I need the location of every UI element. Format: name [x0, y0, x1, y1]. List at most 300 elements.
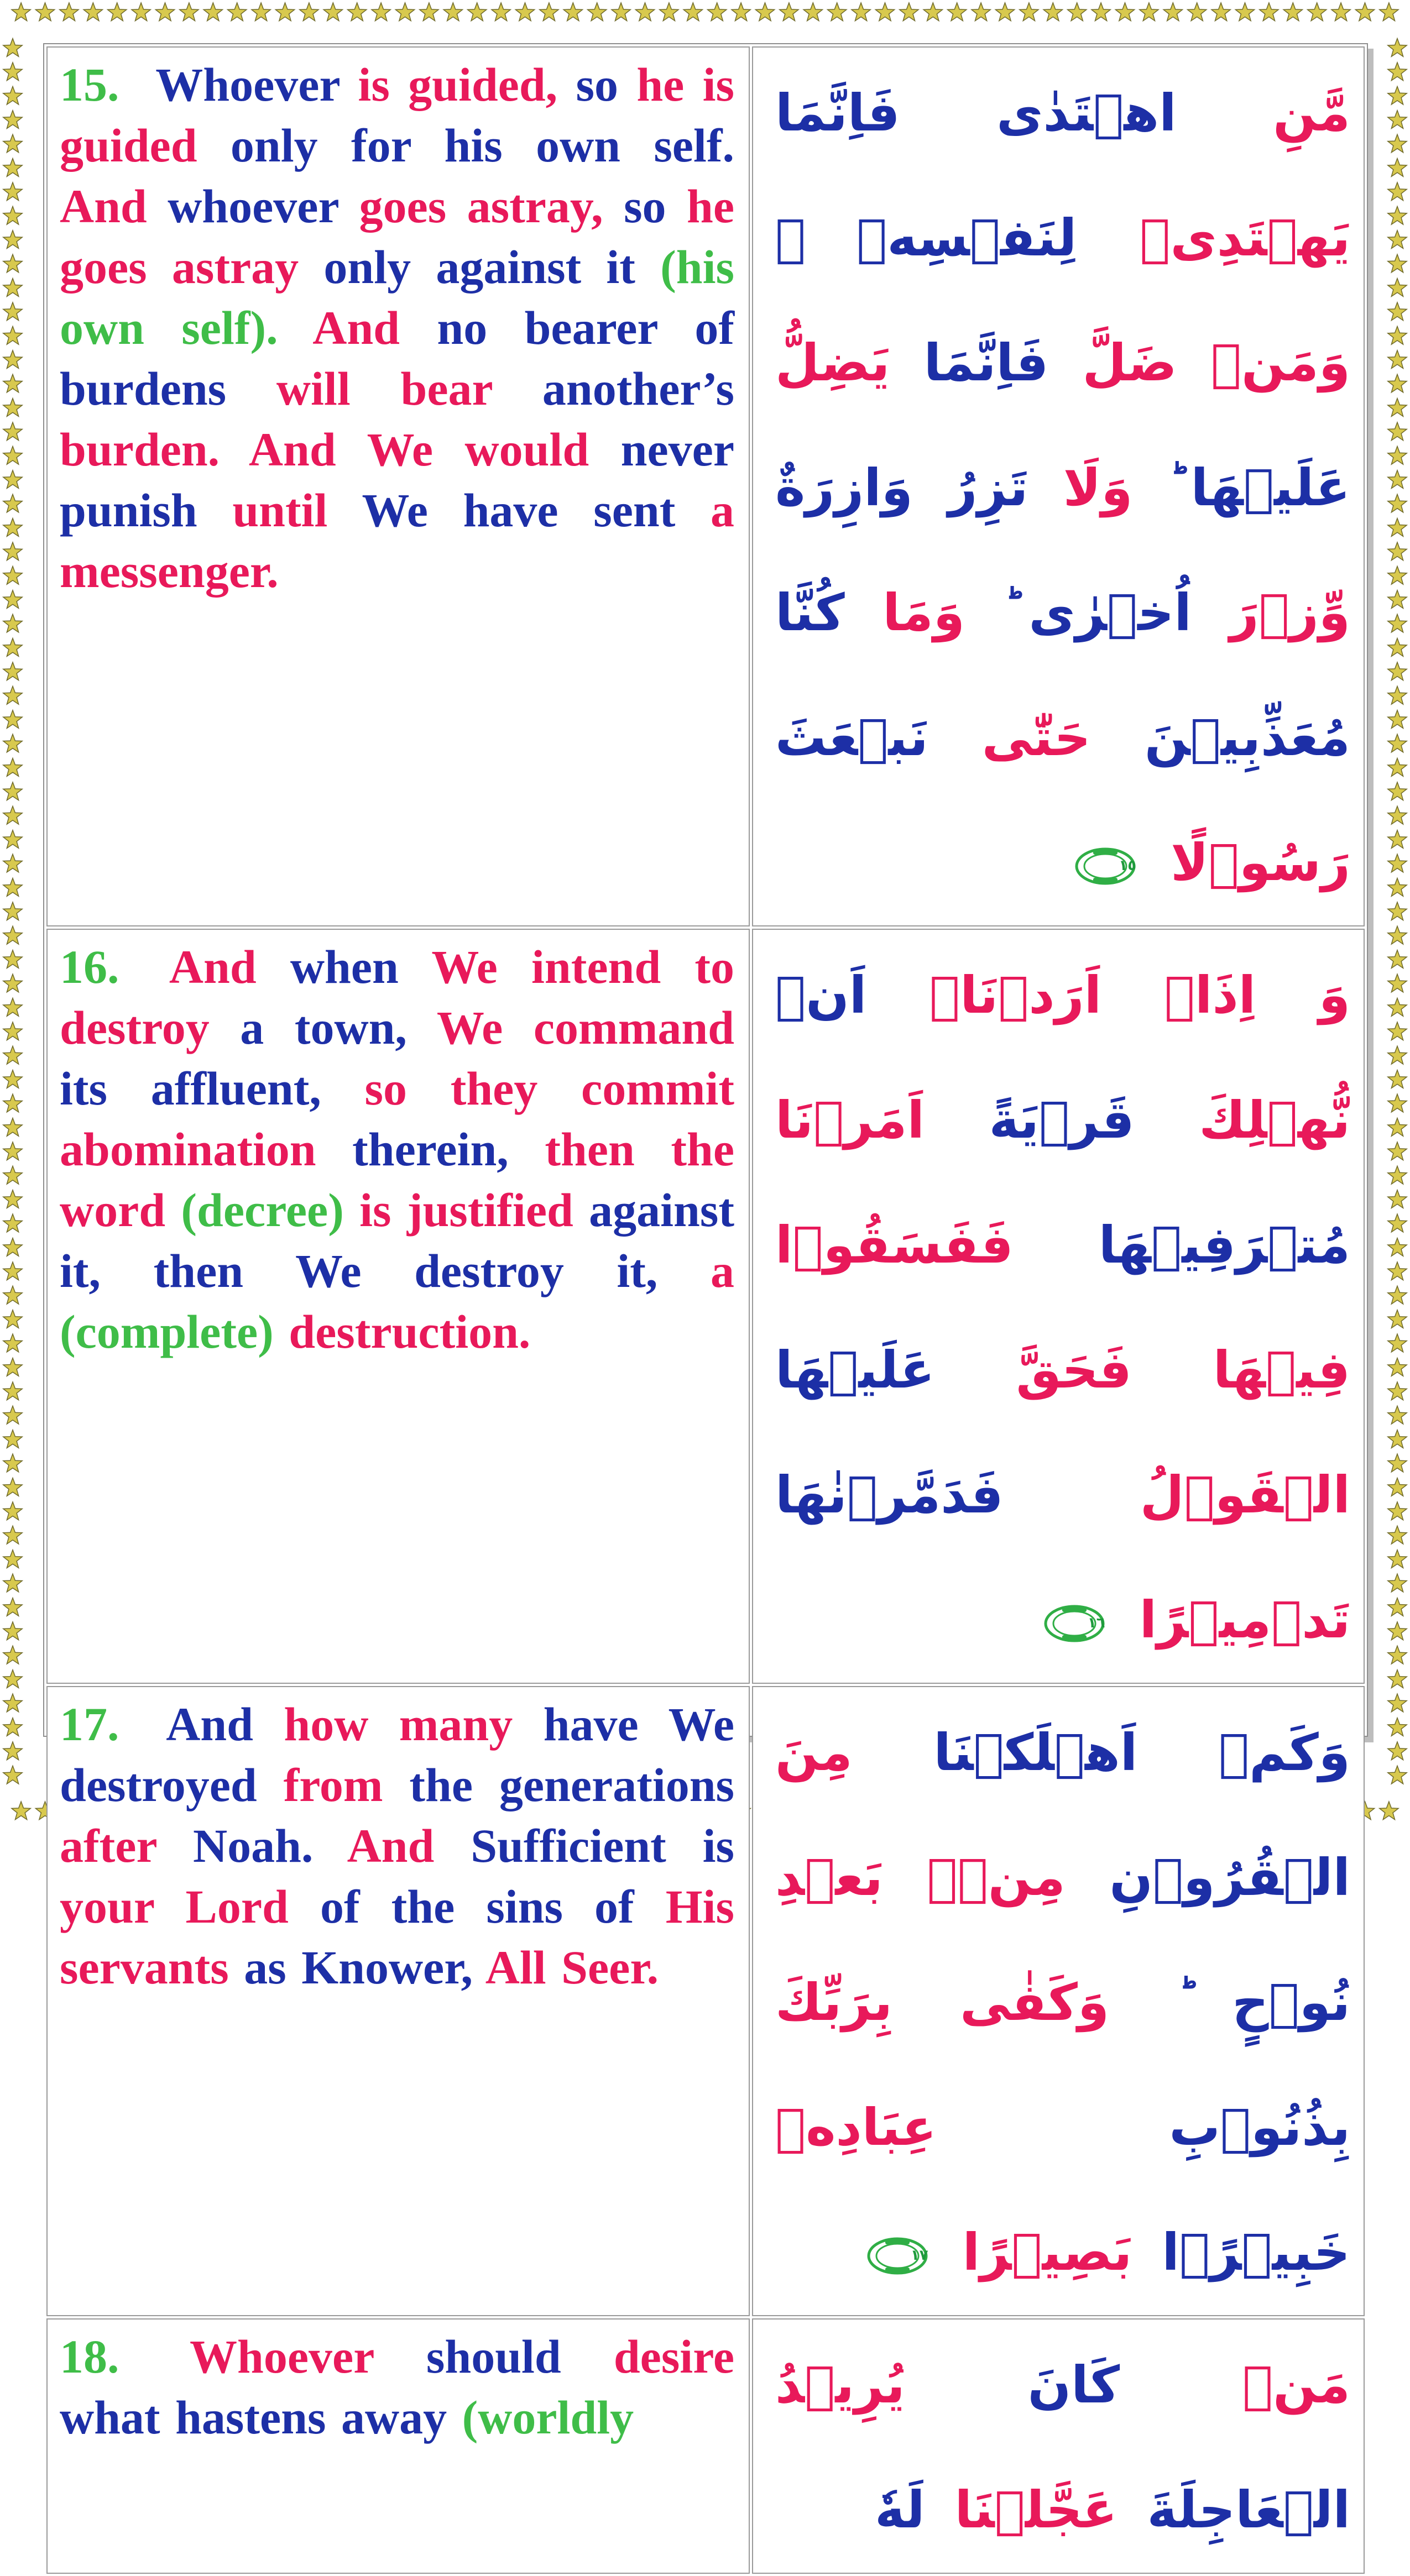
star-icon	[3, 182, 22, 201]
star-icon	[3, 854, 22, 872]
star-icon	[563, 3, 582, 21]
star-icon	[3, 1430, 22, 1448]
star-icon	[3, 926, 22, 944]
arabic-word: اهۡتَدٰى	[996, 83, 1177, 143]
star-icon	[1388, 182, 1407, 201]
arabic-word: اِذَاۤ	[1164, 966, 1256, 1025]
english-translation-cell	[46, 46, 750, 926]
star-icon	[3, 254, 22, 273]
verse-number: 17.	[60, 1698, 119, 1751]
star-icon	[155, 3, 174, 21]
star-icon	[1043, 3, 1062, 21]
arabic-word: عَلَيۡهَا	[775, 1341, 935, 1400]
star-icon	[972, 3, 990, 21]
star-icon	[35, 3, 54, 21]
star-icon	[1388, 159, 1407, 177]
star-icon	[3, 1478, 22, 1496]
star-icon	[1388, 854, 1407, 872]
star-icon	[755, 3, 774, 21]
arabic-word: اَنۡ	[775, 966, 867, 1025]
star-icon	[3, 1454, 22, 1472]
star-icon	[3, 1286, 22, 1304]
translation-phrase: Whoever	[155, 58, 340, 111]
star-icon	[3, 1070, 22, 1088]
star-icon	[1388, 231, 1407, 249]
star-icon	[348, 3, 367, 21]
star-icon	[1388, 399, 1407, 417]
star-icon	[3, 734, 22, 752]
translation-phrase: so	[576, 58, 618, 111]
translation-phrase: And	[347, 1819, 435, 1872]
star-icon	[1388, 1478, 1407, 1496]
star-icon	[923, 3, 942, 21]
english-translation-cell	[46, 2318, 750, 2574]
arabic-verse	[763, 51, 1350, 925]
star-icon	[1388, 1358, 1407, 1376]
star-icon	[83, 3, 102, 21]
star-icon	[3, 1526, 22, 1544]
translation-phrase: And	[166, 1698, 253, 1751]
verse-end-marker	[1074, 847, 1136, 886]
star-icon	[3, 1718, 22, 1736]
star-icon	[1388, 1430, 1407, 1448]
translation-phrase: the	[671, 1123, 735, 1176]
arabic-word: مِنۡۢ	[927, 1848, 1066, 1907]
star-icon	[3, 710, 22, 729]
arabic-word: فَاِنَّمَا	[923, 333, 1049, 392]
star-icon	[1020, 3, 1038, 21]
translation-phrase: the generations	[409, 1758, 735, 1811]
english-translation	[60, 54, 734, 601]
translation-phrase: only for his own self.	[230, 119, 735, 172]
star-icon	[1388, 830, 1407, 849]
translation-phrase: And	[60, 180, 147, 233]
star-icon	[1388, 1262, 1407, 1280]
arabic-word: فَدَمَّرۡنٰهَا	[775, 1465, 1004, 1525]
translation-phrase: Sufficient is	[471, 1819, 734, 1872]
arabic-word: اَرَدۡنَاۤ	[929, 966, 1102, 1025]
star-icon	[3, 1502, 22, 1520]
star-icon	[660, 3, 678, 21]
star-icon	[1380, 1802, 1398, 1820]
star-icon	[1388, 734, 1407, 752]
star-icon	[3, 206, 22, 224]
star-icon	[3, 470, 22, 489]
star-icon	[540, 3, 558, 21]
arabic-word: مِنَ	[775, 1723, 853, 1782]
star-icon	[1388, 926, 1407, 944]
translation-phrase: (decree)	[181, 1184, 344, 1237]
english-translation	[60, 1694, 734, 1998]
star-icon	[60, 3, 79, 21]
star-icon	[12, 3, 30, 21]
arabic-word: وَلَا	[1063, 458, 1133, 517]
arabic-word: وَمَا	[882, 583, 965, 642]
arabic-word: عَجَّلۡنَا	[954, 2480, 1117, 2540]
star-icon	[1388, 950, 1407, 968]
star-icon	[1355, 3, 1374, 21]
star-icon	[300, 3, 318, 21]
translation-phrase: another’s	[542, 362, 734, 415]
translation-phrase: All Seer.	[485, 1941, 659, 1994]
arabic-word: عَلَيۡهَا ؕ	[1168, 458, 1350, 517]
star-icon	[3, 1598, 22, 1616]
star-icon	[1388, 1142, 1407, 1160]
star-icon	[1388, 1574, 1407, 1592]
star-icon	[1388, 134, 1407, 153]
star-icon	[3, 279, 22, 297]
star-icon	[1388, 1022, 1407, 1040]
star-icon	[1388, 326, 1407, 344]
arabic-text-cell	[752, 1686, 1365, 2316]
arabic-word: وَمَنۡ	[1210, 333, 1351, 392]
star-icon	[3, 1190, 22, 1208]
star-icon	[1388, 902, 1407, 920]
arabic-word: الۡقُرُوۡنِ	[1109, 1848, 1350, 1907]
star-icon	[1388, 1550, 1407, 1568]
star-icon	[1388, 614, 1407, 632]
star-icon	[1331, 3, 1350, 21]
star-icon	[468, 3, 487, 21]
arabic-word: وِّزۡرَ	[1229, 583, 1350, 642]
star-icon	[3, 1238, 22, 1256]
translation-phrase: then	[545, 1123, 635, 1176]
translation-phrase: should	[426, 2330, 561, 2383]
translation-phrase: so	[364, 1062, 408, 1115]
arabic-verse	[763, 2323, 1350, 2573]
star-icon	[515, 3, 534, 21]
star-icon	[1388, 638, 1407, 657]
star-icon	[1388, 566, 1407, 584]
star-icon	[1211, 3, 1230, 21]
star-icon	[1388, 686, 1407, 704]
star-icon	[1388, 254, 1407, 273]
arabic-word: بِذُنُوۡبِ	[1169, 2098, 1350, 2157]
star-icon	[1388, 1310, 1407, 1328]
star-icon	[3, 62, 22, 81]
star-icon	[1115, 3, 1134, 21]
star-icon	[1388, 1598, 1407, 1616]
star-icon	[1388, 62, 1407, 81]
star-icon	[3, 1694, 22, 1712]
verse-number: 16.	[60, 940, 119, 993]
star-icon	[3, 134, 22, 153]
arabic-word: اَهۡلَكۡنَا	[933, 1723, 1138, 1782]
star-icon	[228, 3, 247, 21]
star-icon	[1388, 279, 1407, 297]
translation-phrase: We intend to	[431, 940, 734, 993]
star-border-top-svg	[0, 0, 1410, 25]
verse-table-body	[46, 46, 1365, 2574]
star-icon	[3, 1766, 22, 1784]
star-icon	[3, 1262, 22, 1280]
arabic-word: نَبۡعَثَ	[775, 708, 928, 767]
star-icon	[3, 590, 22, 609]
star-icon	[252, 3, 270, 21]
translation-phrase: he is guided	[60, 58, 735, 172]
star-icon	[1388, 710, 1407, 729]
star-icon	[3, 302, 22, 321]
star-icon	[3, 326, 22, 344]
star-icon	[492, 3, 510, 21]
star-icon	[3, 1334, 22, 1352]
star-icon	[1388, 422, 1407, 441]
arabic-word: مُتۡرَفِيۡهَا	[1098, 1216, 1350, 1275]
star-icon	[180, 3, 199, 21]
translation-phrase: burden. And We would	[60, 423, 589, 476]
arabic-word: وَكَفٰى	[960, 1973, 1110, 2032]
star-icon	[1188, 3, 1207, 21]
arabic-word: خَبِيۡرًۢا	[1162, 2223, 1350, 2282]
arabic-word: نُوۡحٍ ؕ	[1177, 1973, 1350, 2032]
star-icon	[803, 3, 822, 21]
star-icon	[1068, 3, 1087, 21]
verse-row	[46, 929, 1365, 1684]
verse-row	[46, 1686, 1365, 2316]
arabic-word: مَنۡ	[1242, 2355, 1350, 2415]
star-icon	[1163, 3, 1182, 21]
arabic-word: وَكَمۡ	[1218, 1723, 1350, 1782]
translation-phrase: destroy	[60, 1001, 210, 1054]
star-icon	[1388, 206, 1407, 224]
verse-end-marker	[1043, 1604, 1105, 1643]
translation-phrase: have We destroyed	[60, 1698, 734, 1811]
star-icon	[395, 3, 414, 21]
star-icon	[1388, 494, 1407, 512]
star-icon	[3, 1742, 22, 1760]
translation-phrase: until	[232, 484, 328, 537]
translation-phrase: goes astray,	[359, 180, 603, 233]
english-translation-cell	[46, 1686, 750, 2316]
star-icon	[3, 542, 22, 561]
star-icon	[1388, 1406, 1407, 1424]
translation-phrase: We command	[436, 1001, 734, 1054]
star-icon	[1388, 374, 1407, 392]
translation-phrase: Whoever	[190, 2330, 374, 2383]
translation-phrase: And	[169, 940, 257, 993]
translation-phrase: destruction.	[289, 1305, 531, 1358]
arabic-word: اَمَرۡنَا	[775, 1091, 925, 1150]
translation-phrase: when	[290, 940, 399, 993]
translation-phrase: so	[624, 180, 666, 233]
star-icon	[3, 1358, 22, 1376]
english-translation-cell	[46, 929, 750, 1684]
star-icon	[443, 3, 462, 21]
star-icon	[3, 974, 22, 992]
arabic-word: رَسُوۡلًا	[1171, 833, 1350, 892]
translation-phrase: word	[60, 1184, 166, 1237]
star-icon	[3, 1550, 22, 1568]
star-icon	[900, 3, 918, 21]
arabic-word: لَهٗ	[875, 2480, 925, 2540]
verse-row	[46, 2318, 1365, 2574]
star-icon	[1388, 878, 1407, 897]
star-icon	[1388, 1118, 1407, 1137]
star-icon	[1388, 519, 1407, 537]
star-icon	[828, 3, 847, 21]
star-icon	[1308, 3, 1327, 21]
star-icon	[3, 446, 22, 464]
arabic-word: فَحَقَّ	[1016, 1341, 1132, 1400]
verse-row	[46, 46, 1365, 926]
verse-end-number: ١٥	[1119, 857, 1137, 874]
verse-end-marker	[866, 2237, 928, 2275]
arabic-word: حَتّٰى	[981, 708, 1091, 767]
arabic-word: ضَلَّ	[1082, 333, 1177, 392]
arabic-word: بَصِيۡرًا	[962, 2223, 1132, 2282]
translation-phrase: he goes astray	[60, 180, 734, 294]
star-icon	[3, 1382, 22, 1400]
arabic-word: يُرِيۡدُ	[775, 2355, 905, 2415]
star-icon	[3, 1622, 22, 1640]
star-icon	[372, 3, 390, 21]
star-border-left	[0, 25, 25, 1799]
star-icon	[3, 159, 22, 177]
star-icon	[3, 374, 22, 392]
arabic-word: فَاِنَّمَا	[775, 83, 900, 143]
translation-phrase: a	[711, 1244, 735, 1297]
translation-phrase: We have sent	[362, 484, 676, 537]
star-icon	[1388, 1622, 1407, 1640]
star-icon	[1140, 3, 1158, 21]
star-icon	[3, 1670, 22, 1688]
star-icon	[1388, 806, 1407, 824]
translation-phrase: as Knower,	[244, 1941, 473, 1994]
arabic-word: كُنَّا	[775, 583, 845, 642]
star-icon	[1388, 39, 1407, 57]
arabic-word: يَضِلُّ	[775, 333, 890, 392]
star-icon	[1388, 974, 1407, 992]
arabic-word: الۡقَوۡلُ	[1140, 1465, 1350, 1525]
translation-phrase: no bearer of burdens	[60, 301, 735, 415]
star-icon	[1388, 1742, 1407, 1760]
star-icon	[875, 3, 894, 21]
star-icon	[1388, 1166, 1407, 1184]
translation-phrase: will bear	[276, 362, 493, 415]
arabic-word: وَ	[1318, 966, 1351, 1025]
arabic-word: مُعَذِّبِيۡنَ	[1144, 708, 1350, 767]
star-icon	[3, 614, 22, 632]
star-icon	[3, 86, 22, 104]
star-icon	[3, 1406, 22, 1424]
star-icon	[3, 1094, 22, 1112]
star-icon	[323, 3, 342, 21]
star-border-left-svg	[0, 25, 25, 1799]
arabic-verse	[763, 933, 1350, 1683]
translation-phrase: of the sins of	[320, 1880, 634, 1933]
star-icon	[1388, 350, 1407, 369]
star-icon	[3, 1574, 22, 1592]
star-icon	[3, 1142, 22, 1160]
star-icon	[1388, 86, 1407, 104]
translation-phrase: its affluent,	[60, 1062, 321, 1115]
translation-phrase: (worldly	[462, 2391, 634, 2444]
star-icon	[1388, 782, 1407, 800]
star-icon	[780, 3, 798, 21]
star-icon	[708, 3, 727, 21]
star-icon	[1388, 1694, 1407, 1712]
star-icon	[3, 1022, 22, 1040]
star-icon	[612, 3, 630, 21]
translation-phrase: And	[312, 301, 400, 354]
star-icon	[1388, 446, 1407, 464]
star-icon	[635, 3, 654, 21]
translation-phrase: His servants	[60, 1880, 735, 1994]
star-icon	[1388, 1190, 1407, 1208]
arabic-word: تَزِرُ	[948, 458, 1028, 517]
star-icon	[3, 1046, 22, 1064]
star-border-right-svg	[1385, 25, 1410, 1799]
arabic-text-cell	[752, 46, 1365, 926]
english-translation	[60, 936, 734, 1362]
star-icon	[3, 878, 22, 897]
arabic-text-cell	[752, 929, 1365, 1684]
arabic-text-cell	[752, 2318, 1365, 2574]
star-icon	[1388, 1094, 1407, 1112]
translation-phrase: is justified	[359, 1184, 573, 1237]
arabic-word: مَّنِ	[1273, 83, 1351, 143]
star-icon	[3, 1166, 22, 1184]
star-icon	[948, 3, 967, 21]
star-icon	[3, 686, 22, 704]
star-icon	[3, 950, 22, 968]
star-icon	[1388, 542, 1407, 561]
star-icon	[1388, 1070, 1407, 1088]
verse-number: 15.	[60, 58, 119, 111]
star-icon	[3, 1646, 22, 1664]
translation-phrase: a town,	[240, 1001, 407, 1054]
star-icon	[1283, 3, 1302, 21]
star-icon	[3, 399, 22, 417]
star-icon	[732, 3, 750, 21]
star-icon	[3, 39, 22, 57]
star-icon	[1388, 1502, 1407, 1520]
verse-end-number: ١٦	[1087, 1614, 1105, 1631]
translation-phrase: (his own self).	[60, 240, 735, 354]
translation-phrase: how many	[284, 1698, 513, 1751]
star-icon	[1388, 1526, 1407, 1544]
star-icon	[3, 566, 22, 584]
star-icon	[1388, 1670, 1407, 1688]
arabic-word: يَهۡتَدِىۡ	[1140, 208, 1350, 268]
arabic-verse	[763, 1690, 1350, 2315]
arabic-word: فَفَسَقُوۡا	[775, 1216, 1014, 1275]
star-icon	[1388, 111, 1407, 129]
star-icon	[420, 3, 438, 21]
translation-phrase: from	[283, 1758, 383, 1811]
star-icon	[995, 3, 1014, 21]
translation-phrase: whoever	[168, 180, 339, 233]
verse-sheet	[43, 43, 1368, 2540]
star-icon	[3, 1118, 22, 1137]
star-icon	[1388, 1286, 1407, 1304]
star-icon	[1235, 3, 1254, 21]
translation-phrase: Noah.	[192, 1819, 314, 1872]
star-icon	[3, 1310, 22, 1328]
star-icon	[588, 3, 607, 21]
star-icon	[3, 662, 22, 680]
star-icon	[3, 519, 22, 537]
verse-table	[44, 44, 1367, 2576]
translation-phrase: is guided,	[358, 58, 558, 111]
star-icon	[3, 758, 22, 777]
star-border-right	[1385, 25, 1410, 1799]
translation-phrase: they commit abomination	[60, 1062, 735, 1176]
translation-phrase: then We destroy it,	[153, 1244, 658, 1297]
arabic-word: فِيۡهَا	[1213, 1341, 1351, 1400]
translation-phrase: what hastens away	[60, 2391, 447, 2444]
translation-phrase: a messenger.	[60, 484, 735, 598]
